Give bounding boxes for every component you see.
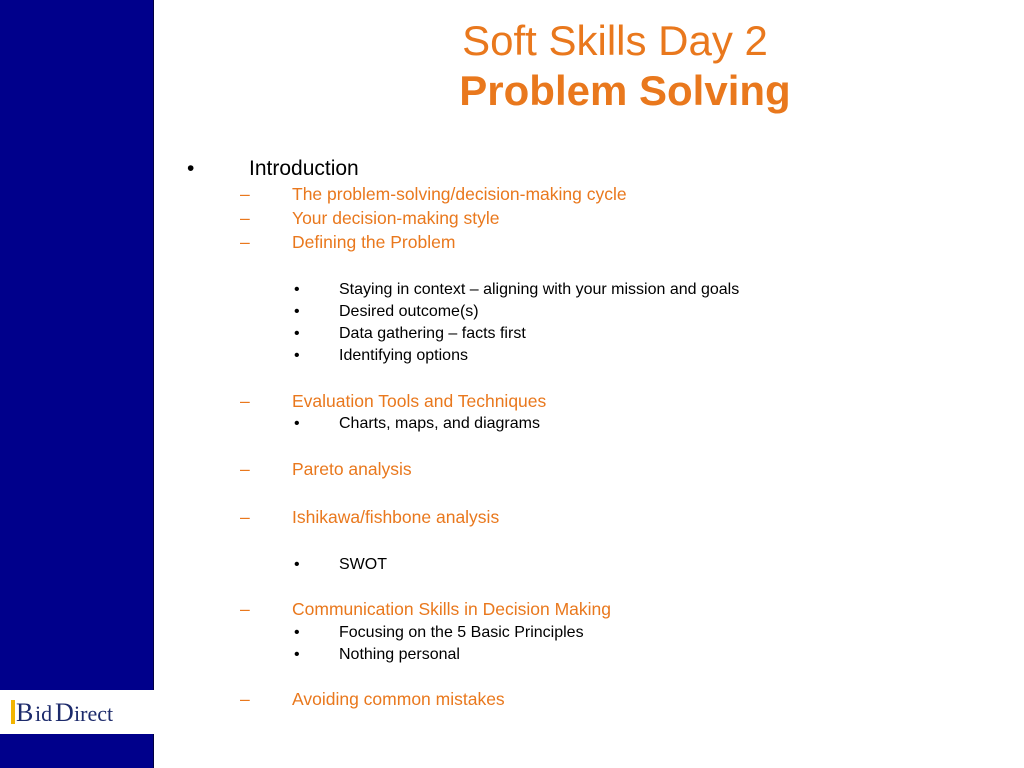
bullet-marker: • — [294, 556, 300, 573]
bullet-marker: • — [294, 347, 300, 364]
dash-marker: – — [240, 507, 250, 527]
list-item-text: Nothing personal — [339, 646, 460, 663]
bullet-marker: • — [294, 325, 300, 342]
dash-marker: – — [240, 184, 250, 204]
list-item-text: Avoiding common mistakes — [292, 689, 505, 709]
list-item-text: Introduction — [249, 157, 359, 180]
bullet-marker: • — [294, 646, 300, 663]
list-item-text: Ishikawa/fishbone analysis — [292, 507, 500, 527]
bullet-marker: • — [294, 281, 300, 298]
svg-text:id: id — [35, 701, 53, 726]
list-item-text: Your decision-making style — [292, 208, 500, 228]
bullet-marker: • — [294, 624, 300, 641]
list-item-text: Identifying options — [339, 347, 468, 364]
list-item-text: Communication Skills in Decision Making — [292, 599, 612, 619]
dash-marker: – — [240, 232, 250, 252]
svg-text:irect: irect — [74, 701, 114, 726]
bullet-marker: • — [187, 157, 195, 180]
company-logo — [0, 690, 154, 734]
list-item-text: SWOT — [339, 556, 387, 573]
title-line-1: Soft Skills Day 2 — [462, 17, 768, 64]
list-item-text: Staying in context – aligning with your mission and goals — [339, 281, 740, 298]
dash-marker: – — [240, 599, 250, 619]
sidebar-band — [0, 0, 154, 768]
svg-text:B: B — [16, 698, 34, 727]
bullet-marker: • — [294, 415, 300, 432]
svg-text:D: D — [55, 698, 74, 727]
list-item-text: Charts, maps, and diagrams — [339, 415, 540, 432]
dash-marker: – — [240, 208, 250, 228]
biddirect-logo-icon — [5, 694, 149, 730]
list-item-text: Data gathering – facts first — [339, 325, 526, 342]
list-item-text: Focusing on the 5 Basic Principles — [339, 624, 584, 641]
list-item-text: Defining the Problem — [292, 232, 456, 252]
list-item-text: Desired outcome(s) — [339, 303, 479, 320]
list-item-text: Evaluation Tools and Techniques — [292, 391, 547, 411]
slide-title — [154, 16, 1024, 116]
title-line-2: Problem Solving — [459, 67, 791, 114]
bullet-marker: • — [294, 303, 300, 320]
dash-marker: – — [240, 391, 250, 411]
dash-marker: – — [240, 459, 250, 479]
list-item-text: Pareto analysis — [292, 459, 412, 479]
dash-marker: – — [240, 689, 250, 709]
list-item-text: The problem-solving/decision-making cycle — [292, 184, 627, 204]
